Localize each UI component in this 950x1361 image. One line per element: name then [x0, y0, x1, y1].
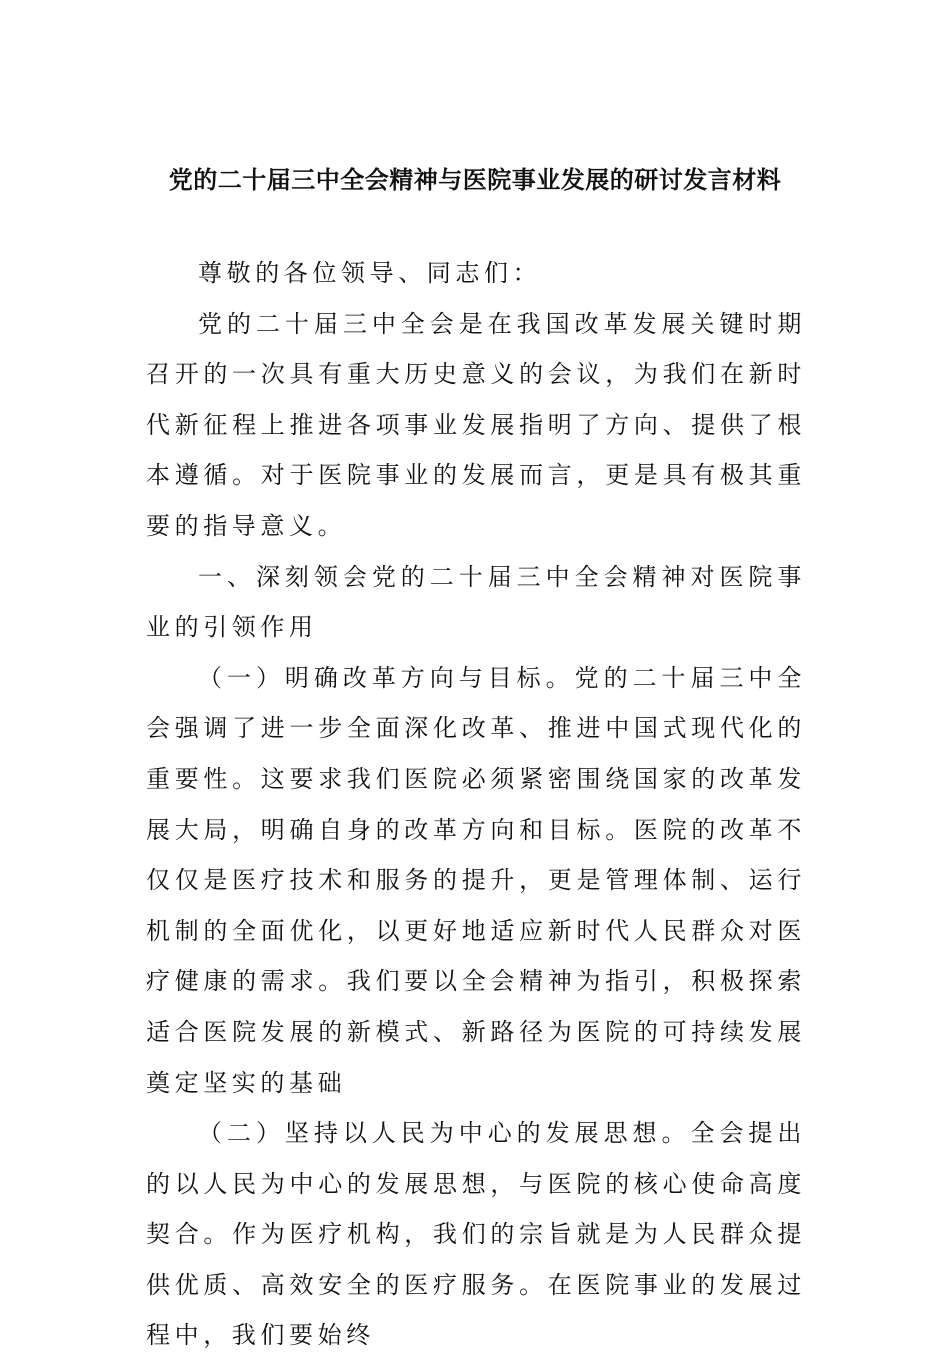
document-title: 党的二十届三中全会精神与医院事业发展的研讨发言材料 [168, 166, 782, 194]
section-heading: 一、深刻领会党的二十届三中全会精神对医院事业的引领作用 [146, 562, 806, 642]
document-body [146, 248, 806, 1361]
subsection-paragraph-2: （二）坚持以人民为中心的发展思想。全会提出的以人民为中心的发展思想，与医院的核心使命高度契合。作为医疗机构，我们的宗旨就是为人民群众提供优质、高效安全的医疗服务。在医院事业的发展过程中，我们要始终 [146, 1119, 806, 1350]
intro-paragraph: 党的二十届三中全会是在我国改革发展关键时期召开的一次具有重大历史意义的会议，为我们在新时代新征程上推进各项事业发展指明了方向、提供了根本遵循。对于医院事业的发展而言，更是具有极其重要的指导意义。 [146, 309, 806, 540]
greeting-paragraph: 尊敬的各位领导、同志们： [198, 259, 542, 287]
subsection-paragraph-1: （一）明确改革方向与目标。党的二十届三中全会强调了进一步全面深化改革、推进中国式现代化的重要性。这要求我们医院必须紧密围绕国家的改革发展大局，明确自身的改革方向和目标。医院的改革不仅仅是医疗技术和服务的提升，更是管理体制、运行机制的全面优化，以更好地适应新时代人民群众对医疗健康的需求。我们要以全会精神为指引，积极探索适合医院发展的新模式、新路径为医院的可持续发展奠定坚实的基础 [146, 663, 806, 1097]
